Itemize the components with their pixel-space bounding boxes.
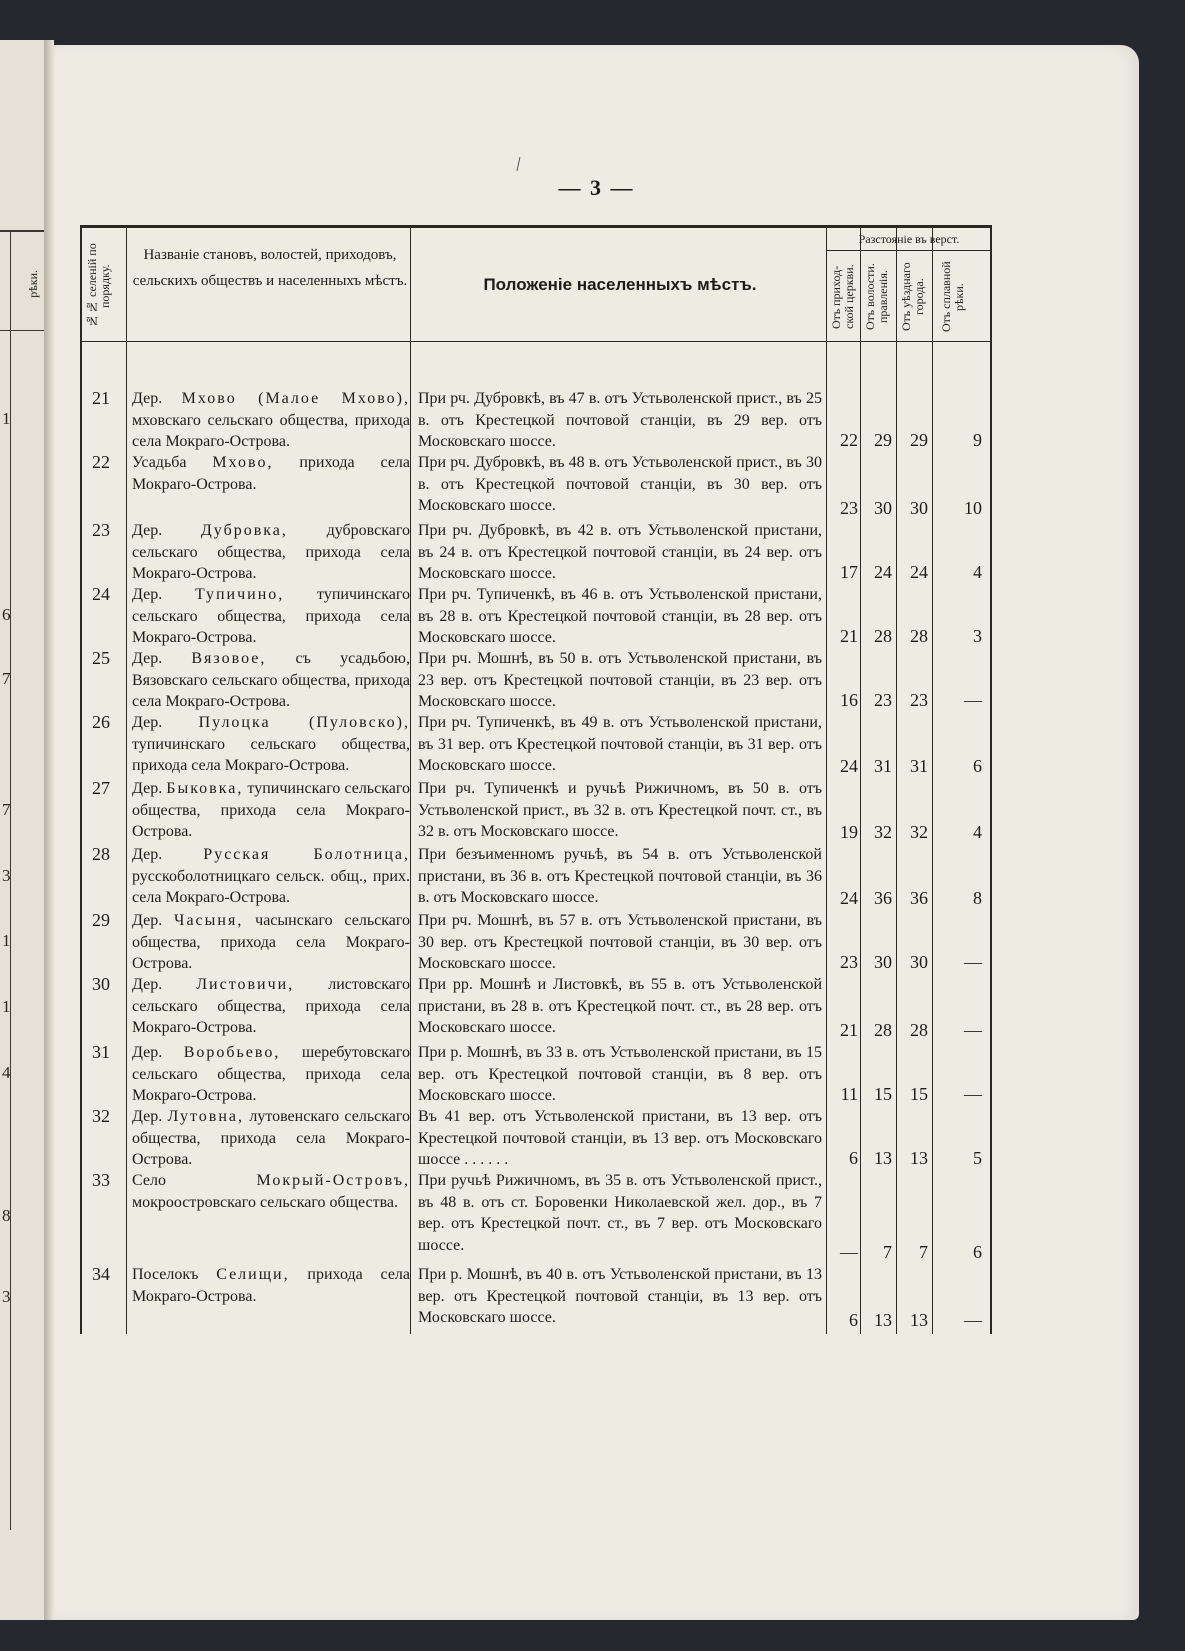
settlement-name bbox=[132, 974, 410, 1039]
distance-river: 8 bbox=[973, 888, 982, 908]
distance-volost: 29 bbox=[874, 430, 892, 450]
distance-church: 6 bbox=[849, 1310, 858, 1330]
distance-volost: 24 bbox=[874, 562, 892, 582]
settlement-position: При р. Мошнѣ, въ 33 в. отъ Устьволенской пристани, въ 15 вер. отъ Крестецкой почтовой станціи, въ 8 вер. отъ Московскаго шоссе. bbox=[418, 1044, 822, 1104]
settlement-place: Часыня, bbox=[174, 912, 244, 929]
settlement-type: Дер. bbox=[132, 976, 163, 993]
settlement-type: Дер. bbox=[132, 1108, 163, 1125]
distance-church: 19 bbox=[840, 822, 858, 842]
distance-church: 24 bbox=[840, 888, 858, 908]
table-row bbox=[80, 388, 992, 452]
table-row bbox=[80, 1264, 992, 1332]
distance-town: 23 bbox=[910, 690, 928, 710]
settlement-place: Тупичино, bbox=[194, 586, 285, 603]
settlement-type: Дер. bbox=[132, 780, 163, 797]
left-page-fragment: 4 bbox=[2, 1063, 11, 1082]
header-dist-town: Отъ уѣзднаго города. bbox=[899, 262, 926, 332]
row-number: 24 bbox=[92, 584, 110, 604]
header-number: №№ селеній по порядку. bbox=[85, 243, 112, 329]
distance-town: 36 bbox=[910, 888, 928, 908]
distance-town: 28 bbox=[910, 626, 928, 646]
settlement-affiliation: лутовенскаго сельскаго общества, прихода села Мокраго-Острова. bbox=[132, 1108, 411, 1168]
distance-river: 6 bbox=[973, 1242, 982, 1262]
distance-town: 15 bbox=[910, 1084, 928, 1104]
distance-town: 30 bbox=[910, 952, 928, 972]
settlement-type: Дер. bbox=[132, 714, 163, 731]
distance-church: 23 bbox=[840, 952, 858, 972]
header-dist-church: Отъ приход- ской церкви. bbox=[829, 264, 856, 330]
left-page-fragment: 7 bbox=[2, 669, 11, 688]
left-page-fragment: 3 bbox=[2, 866, 11, 885]
settlement-position: При рч. Мошнѣ, въ 50 в. отъ Устьволенской пристани, въ 23 вер. отъ Крестецкой почтовой станціи, въ 23 вер. отъ Московскаго шоссе. bbox=[418, 650, 822, 710]
row-number: 32 bbox=[92, 1106, 110, 1126]
header-dist-river: Отъ сплавной рѣки. bbox=[939, 261, 966, 333]
table-row bbox=[80, 974, 992, 1042]
distance-volost: 30 bbox=[874, 952, 892, 972]
distance-volost: 13 bbox=[874, 1148, 892, 1168]
settlement-position: При рч. Тупиченкѣ, въ 49 в. отъ Устьволенской пристани, въ 31 вер. отъ Крестецкой почтовой станціи, въ 31 вер. отъ Московскаго шоссе. bbox=[418, 714, 822, 774]
row-number: 22 bbox=[92, 452, 110, 472]
settlement-type: Село bbox=[132, 1172, 166, 1189]
header-name: Названіе становъ, волостей, приходовъ, сельскихъ обществъ и населенныхъ мѣстъ. bbox=[132, 247, 408, 289]
row-number: 21 bbox=[92, 388, 110, 408]
distance-river: — bbox=[964, 690, 982, 710]
row-number: 31 bbox=[92, 1042, 110, 1062]
distance-volost: 28 bbox=[874, 626, 892, 646]
settlement-name bbox=[132, 910, 410, 975]
table-row bbox=[80, 844, 992, 910]
settlement-type: Дер. bbox=[132, 586, 163, 603]
settlement-name bbox=[132, 452, 410, 495]
distance-church: 16 bbox=[840, 690, 858, 710]
row-number: 28 bbox=[92, 844, 110, 864]
settlement-position: При р. Мошнѣ, въ 40 в. отъ Устьволенской пристани, въ 13 вер. отъ Крестецкой почтовой станціи, въ 13 вер. отъ Московскаго шоссе. bbox=[418, 1266, 822, 1326]
settlement-position: При безъименномъ ручьѣ, въ 54 в. отъ Устьволенской пристани, въ 36 в. отъ Крестецкой почтовой станціи, въ 36 в. отъ Московскаго шоссе. bbox=[418, 846, 822, 906]
settlement-name bbox=[132, 1170, 410, 1213]
distance-town: 30 bbox=[910, 498, 928, 518]
distance-river: 3 bbox=[973, 626, 982, 646]
distance-church: 11 bbox=[840, 1084, 858, 1104]
row-number: 29 bbox=[92, 910, 110, 930]
distance-volost: 15 bbox=[874, 1084, 892, 1104]
left-page-fragment: 8 bbox=[2, 1206, 11, 1225]
settlement-affiliation: мховскаго сельскаго общества, прихода села Мокраго-Острова. bbox=[132, 411, 410, 450]
settlement-name bbox=[132, 388, 410, 453]
settlement-place: Мокрый-Островъ, bbox=[256, 1172, 410, 1189]
distance-river: 6 bbox=[973, 756, 982, 776]
settlement-position: При рч. Мошнѣ, въ 57 в. отъ Устьволенской пристани, въ 30 вер. отъ Крестецкой почтовой станціи, въ 30 вер. отъ Московскаго шоссе. bbox=[418, 912, 822, 972]
settlement-position: Въ 41 вер. отъ Устьволенской пристани, въ 13 вер. отъ Крестецкой почтовой станціи, въ 13 вер. отъ Московскаго шоссе . . . . . . bbox=[418, 1108, 822, 1168]
table-row bbox=[80, 1042, 992, 1106]
settlement-name bbox=[132, 648, 410, 713]
distance-river: 9 bbox=[973, 430, 982, 450]
settlement-place: Мхово, bbox=[212, 454, 274, 471]
table-row bbox=[80, 584, 992, 648]
settlement-position: При рч. Дубровкѣ, въ 47 в. отъ Устьволенской прист., въ 25 в. отъ Крестецкой почтовой станціи, въ 29 вер. отъ Московскаго шоссе. bbox=[418, 390, 822, 450]
settlement-affiliation: дубровскаго сельскаго общества, прихода села Мокраго-Острова. bbox=[132, 522, 410, 582]
settlement-type: Дер. bbox=[132, 390, 163, 407]
distance-town: 13 bbox=[910, 1310, 928, 1330]
row-number: 34 bbox=[92, 1264, 110, 1284]
distance-town: 32 bbox=[910, 822, 928, 842]
distance-town: 28 bbox=[910, 1020, 928, 1040]
left-page-fragment: 6 bbox=[2, 605, 11, 624]
table-row bbox=[80, 778, 992, 844]
left-page-top-rule bbox=[0, 230, 44, 232]
settlements-table bbox=[80, 225, 992, 1334]
settlement-type: Дер. bbox=[132, 912, 163, 929]
settlement-affiliation: съ усадьбою, Вязовскаго сельскаго общества, прихода села Мокраго-Острова. bbox=[132, 650, 410, 710]
settlement-affiliation: прихода села Мокраго-Острова. bbox=[132, 454, 410, 493]
settlement-affiliation: тупичинскаго сельскаго общества, прихода села Мокраго-Острова. bbox=[132, 735, 410, 774]
pencil-mark bbox=[517, 157, 521, 171]
distance-river: 4 bbox=[973, 822, 982, 842]
settlement-affiliation: шеребутовскаго сельскаго общества, прихода села Мокраго-Острова. bbox=[132, 1044, 411, 1104]
distance-town: 13 bbox=[910, 1148, 928, 1168]
settlement-place: Мхово (Малое Мхово), bbox=[181, 390, 411, 407]
settlement-position: При рч. Тупиченкѣ и ручьѣ Рижичномъ, въ 50 в. отъ Устьволенской прист., въ 32 в. отъ Крестецкой почт. ст., въ 32 в. отъ Московскаго шоссе. bbox=[418, 780, 822, 840]
settlement-name bbox=[132, 1264, 410, 1307]
distance-church: 17 bbox=[840, 562, 858, 582]
distance-church: 21 bbox=[840, 1020, 858, 1040]
distance-river: — bbox=[964, 1310, 982, 1330]
distance-town: 31 bbox=[910, 756, 928, 776]
distance-river: — bbox=[964, 1084, 982, 1104]
distance-volost: 28 bbox=[874, 1020, 892, 1040]
left-page-fragment: 7 bbox=[2, 800, 11, 819]
settlement-position: При рр. Мошнѣ и Листовкѣ, въ 55 в. отъ Устьволенской пристани, въ 28 в. отъ Крестецкой почт. ст., въ 28 вер. отъ Московскаго шоссе. bbox=[418, 976, 822, 1036]
distance-river: 4 bbox=[973, 562, 982, 582]
left-page-header-fragment: рѣки. bbox=[26, 270, 40, 298]
settlement-position: При рч. Тупиченкѣ, въ 46 в. отъ Устьволенской пристани, въ 28 в. отъ Крестецкой почтовой станціи, въ 28 вер. отъ Московскаго шоссе. bbox=[418, 586, 822, 646]
distance-volost: 36 bbox=[874, 888, 892, 908]
distance-volost: 32 bbox=[874, 822, 892, 842]
settlement-place: Селищи, bbox=[216, 1266, 290, 1283]
settlement-affiliation: часынскаго сельскаго общества, прихода села Мокраго-Острова. bbox=[132, 912, 411, 972]
settlement-place: Быковка, bbox=[166, 780, 244, 797]
row-number: 23 bbox=[92, 520, 110, 540]
row-number: 30 bbox=[92, 974, 110, 994]
page bbox=[54, 45, 1139, 1620]
distance-river: — bbox=[964, 1020, 982, 1040]
settlement-type: Дер. bbox=[132, 846, 163, 863]
settlement-name bbox=[132, 1042, 410, 1107]
settlement-place: Лутовна, bbox=[167, 1108, 244, 1125]
distance-church: 23 bbox=[840, 498, 858, 518]
distance-volost: 13 bbox=[874, 1310, 892, 1330]
settlement-type: Дер. bbox=[132, 522, 163, 539]
settlement-place: Дубровка, bbox=[200, 522, 288, 539]
settlement-affiliation: тупичинскаго сельскаго общества, прихода села Мокраго-Острова. bbox=[132, 586, 411, 646]
distance-river: 10 bbox=[964, 498, 982, 518]
settlement-type: Усадьба bbox=[132, 454, 187, 471]
table-row bbox=[80, 452, 992, 520]
distance-volost: 31 bbox=[874, 756, 892, 776]
page-number: — 3 — bbox=[558, 175, 635, 200]
distance-church: 22 bbox=[840, 430, 858, 450]
settlement-affiliation: тупичинскаго сельскаго общества, прихода села Мокраго-Острова. bbox=[132, 780, 411, 840]
table-row bbox=[80, 520, 992, 584]
settlement-name bbox=[132, 712, 410, 777]
table-row bbox=[80, 910, 992, 974]
table-row bbox=[80, 712, 992, 778]
row-number: 33 bbox=[92, 1170, 110, 1190]
left-page-fragment: 1 bbox=[2, 409, 11, 428]
settlement-place: Вязовое, bbox=[191, 650, 267, 667]
settlement-affiliation: мокроостровскаго сельскаго общества. bbox=[132, 1193, 399, 1211]
left-page-fragment: 1 bbox=[2, 997, 11, 1016]
row-number: 26 bbox=[92, 712, 110, 732]
settlement-affiliation: прихода села Мокраго-Острова. bbox=[132, 1266, 411, 1305]
distance-church: — bbox=[840, 1242, 858, 1262]
settlement-position: При рч. Дубровкѣ, въ 42 в. отъ Устьволенской пристани, въ 24 в. отъ Крестецкой почтовой станціи, въ 24 вер. отъ Московскаго шоссе. bbox=[418, 522, 822, 582]
distance-volost: 30 bbox=[874, 498, 892, 518]
left-page-fragment: 3 bbox=[2, 1287, 11, 1306]
header-position: Положеніе населенныхъ мѣстъ. bbox=[483, 275, 757, 294]
settlement-type: Дер. bbox=[132, 650, 163, 667]
settlement-affiliation: листовскаго сельскаго общества, прихода села Мокраго-Острова. bbox=[132, 976, 411, 1036]
settlement-type: Поселокъ bbox=[132, 1266, 199, 1283]
distance-church: 24 bbox=[840, 756, 858, 776]
table-row bbox=[80, 648, 992, 712]
header-dist-volost: Отъ волости. правленія. bbox=[863, 263, 890, 331]
distance-church: 6 bbox=[849, 1148, 858, 1168]
settlement-type: Дер. bbox=[132, 1044, 163, 1061]
distance-church: 21 bbox=[840, 626, 858, 646]
settlement-name bbox=[132, 584, 410, 649]
settlement-name bbox=[132, 520, 410, 585]
settlement-position: При ручьѣ Рижичномъ, въ 35 в. отъ Устьволенской прист., въ 48 в. отъ ст. Боровенки Николаевской жел. дор., въ 7 вер. отъ Крестецкой почт. ст., въ 7 вер. отъ Московскаго шоссе. bbox=[418, 1172, 822, 1254]
distance-volost: 7 bbox=[883, 1242, 892, 1262]
table-row bbox=[80, 1106, 992, 1170]
settlement-name bbox=[132, 844, 410, 909]
left-page-header-rule bbox=[0, 330, 44, 331]
table-row bbox=[80, 1170, 992, 1264]
settlement-place: Листовичи, bbox=[196, 976, 295, 993]
header-distance: Разстояніе въ верст. bbox=[858, 232, 960, 246]
settlement-place: Воробьево, bbox=[183, 1044, 281, 1061]
row-number: 25 bbox=[92, 648, 110, 668]
distance-volost: 23 bbox=[874, 690, 892, 710]
left-page-edge bbox=[0, 40, 46, 1620]
settlement-place: Пулоцка (Пуловско), bbox=[198, 714, 411, 731]
settlement-name bbox=[132, 1106, 410, 1171]
distance-group-rule bbox=[826, 250, 992, 251]
left-page-fragment: 1 bbox=[2, 931, 11, 950]
settlement-position: При рч. Дубровкѣ, въ 48 в. отъ Устьволенской прист., въ 30 в. отъ Крестецкой почтовой станціи, въ 30 вер. отъ Московскаго шоссе. bbox=[418, 454, 822, 514]
distance-river: — bbox=[964, 952, 982, 972]
distance-river: 5 bbox=[973, 1148, 982, 1168]
settlement-affiliation: русскоболотницкаго сельск. общ., прих. села Мокраго-Острова. bbox=[132, 867, 410, 906]
row-number: 27 bbox=[92, 778, 110, 798]
header-bottom-rule bbox=[80, 341, 992, 342]
book-spine bbox=[44, 40, 54, 1620]
settlement-place: Русская Болотница, bbox=[203, 846, 410, 863]
distance-town: 29 bbox=[910, 430, 928, 450]
distance-town: 7 bbox=[919, 1242, 928, 1262]
settlement-name bbox=[132, 778, 410, 843]
distance-town: 24 bbox=[910, 562, 928, 582]
